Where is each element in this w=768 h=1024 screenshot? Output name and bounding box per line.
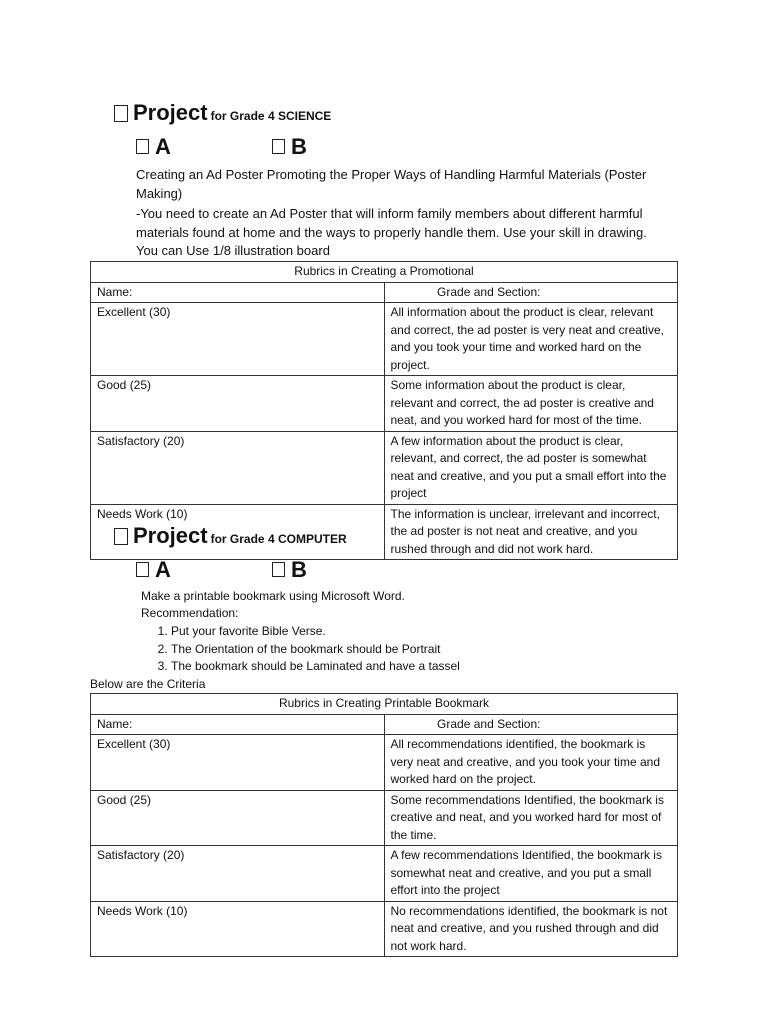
checkbox-icon[interactable] [272,139,285,154]
computer-intro: Make a printable bookmark using Microsoft Word. [141,589,405,603]
table-row: Needs Work (10) No recommendations identified, the bookmark is not neat and creative, and you rushed through and did not work hard. [91,901,678,957]
table-title: Rubrics in Creating Printable Bookmark [91,694,678,715]
table-row: Good (25) Some recommendations Identified, the bookmark is creative and neat, and you worked hard for most of the time. [91,790,678,846]
computer-rubric-table [90,693,678,957]
science-option-a[interactable]: A [136,134,171,160]
list-item: 3. The bookmark should be Laminated and have a tassel [171,658,460,676]
recommendation-label: Recommendation: [141,606,239,620]
name-label: Name: [91,714,385,735]
table-row: Good (25) Some information about the product is clear, relevant and correct, the ad poster is creative and neat, and you worked hard for most of the time. [91,376,678,432]
computer-project-heading: Project for Grade 4 COMPUTER [114,523,347,549]
science-rubric-table [90,261,678,560]
table-row: Satisfactory (20) A few recommendations Identified, the bookmark is somewhat neat and creative, and you put a small effort into the project [91,846,678,902]
table-row: Satisfactory (20) A few information about the product is clear, relevant, and correct, the ad poster is somewhat neat and creative, and you put a small effort into the project [91,431,678,504]
computer-option-a[interactable]: A [136,557,171,583]
checkbox-icon[interactable] [136,139,149,154]
table-row: Excellent (30) All information about the product is clear, relevant and correct, the ad poster is very neat and creative, and you took your time and worked hard on the project. [91,303,678,376]
list-item: 2. The Orientation of the bookmark should be Portrait [171,641,460,659]
table-row: Needs Work (10) The information is unclear, irrelevant and incorrect, the ad poster is not neat and creative, and you rushed through and did not work hard. [91,504,678,560]
table-title: Rubrics in Creating a Promotional [91,262,678,283]
recommendation-list [141,623,460,676]
checkbox-icon[interactable] [114,105,128,122]
science-project-heading: Project for Grade 4 SCIENCE [114,100,331,126]
checkbox-icon[interactable] [114,528,128,545]
computer-project-subtitle: for Grade 4 COMPUTER [210,532,347,546]
name-label: Name: [91,282,385,303]
list-item: 1. Put your favorite Bible Verse. [171,623,460,641]
checkbox-icon[interactable] [136,562,149,577]
table-row: Excellent (30) All recommendations identified, the bookmark is very neat and creative, and you took your time and worked hard on the project. [91,735,678,791]
checkbox-icon[interactable] [272,562,285,577]
science-option-b[interactable]: B [272,134,307,160]
science-project-subtitle: for Grade 4 SCIENCE [210,109,332,123]
science-title-line: Creating an Ad Poster Promoting the Proper Ways of Handling Harmful Materials (Poster Making) [136,167,647,201]
science-instructions: -You need to create an Ad Poster that will inform family members about different harmful materials found at home and the ways to properly handle them. Use your skill in drawing. You can Use 1/8 illustration board [136,206,647,258]
criteria-label: Below are the Criteria [90,677,206,691]
computer-option-b[interactable]: B [272,557,307,583]
grade-label: Grade and Section: [384,714,678,735]
grade-label: Grade and Section: [384,282,678,303]
